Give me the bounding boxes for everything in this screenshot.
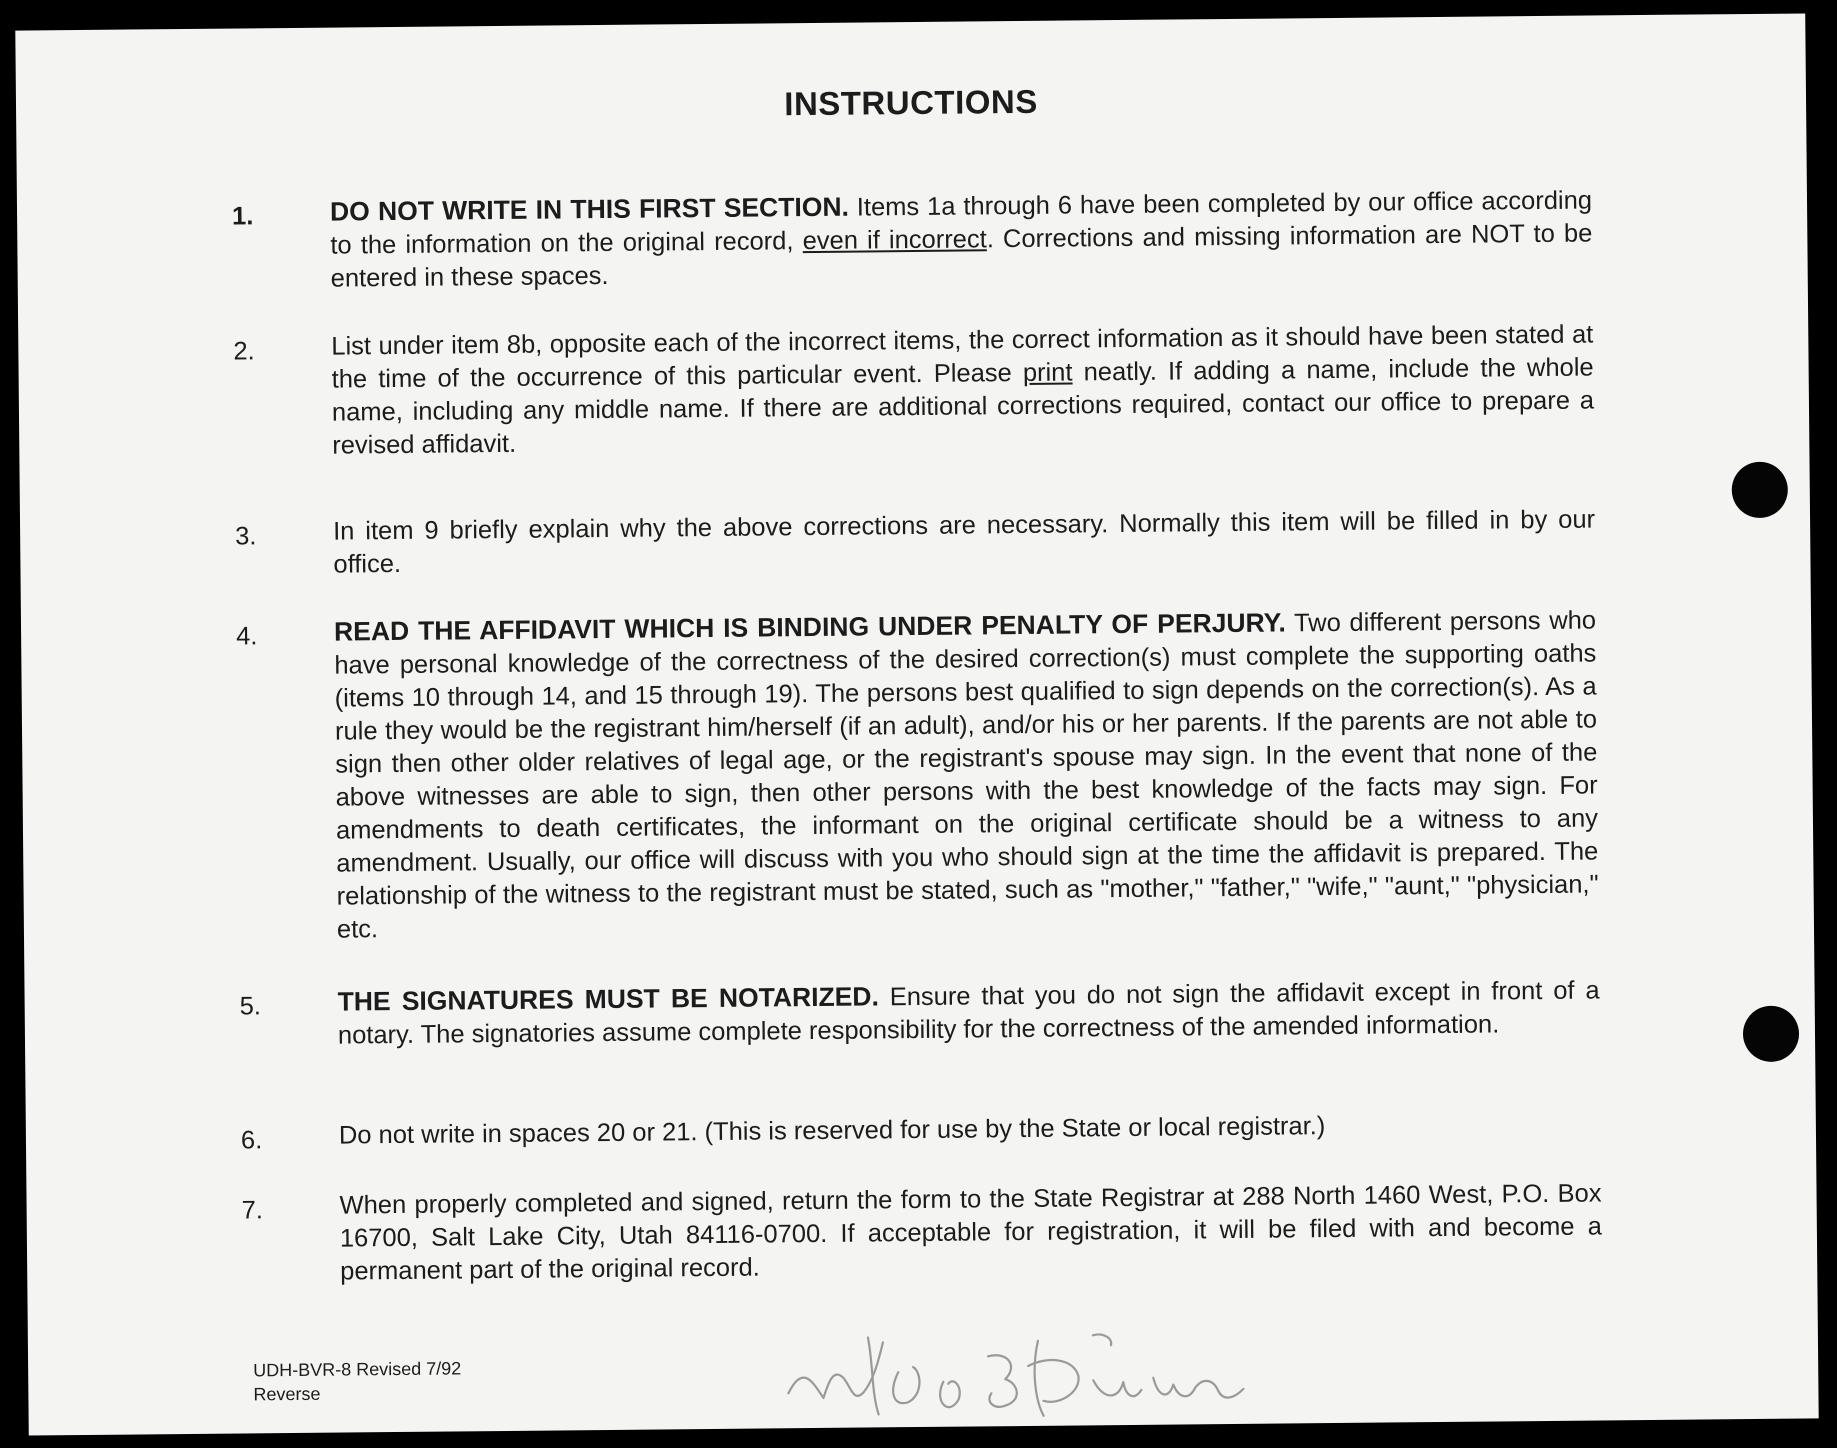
form-footer <box>253 1356 462 1406</box>
instruction-text <box>337 973 1600 1052</box>
instruction-body: Items 1a through 6 have been completed by our office according to the information on the original record, <box>330 186 1593 260</box>
instruction-text <box>334 603 1599 946</box>
instruction-item-5 <box>239 973 1600 1053</box>
instruction-text <box>331 318 1594 462</box>
instruction-text: Do not write in spaces 20 or 21. (This is reserved for use by the State or local registrar.) <box>338 1112 1326 1150</box>
page-side: Reverse <box>253 1383 321 1405</box>
instruction-number: 1. <box>231 202 254 231</box>
instruction-item-6 <box>241 1107 1601 1157</box>
form-id: UDH-BVR-8 Revised 7/92 <box>253 1358 462 1381</box>
instruction-item-4 <box>236 603 1599 947</box>
instruction-number: 4. <box>235 622 258 651</box>
handwritten-signature <box>773 1319 1274 1434</box>
binder-hole-bottom <box>1743 1006 1800 1063</box>
instruction-lead: READ THE AFFIDAVIT WHICH IS BINDING UNDER PENALTY OF PERJURY. <box>333 607 1286 647</box>
page-title: INSTRUCTIONS <box>784 82 1038 123</box>
underlined-text: even if incorrect <box>802 225 987 256</box>
instruction-lead: THE SIGNATURES MUST BE NOTARIZED. <box>337 981 880 1017</box>
instruction-text: In item 9 briefly explain why the above corrections are necessary. Normally this item will be filled in by our office. <box>332 505 1596 579</box>
instruction-body: Two different persons who have personal knowledge of the correctness of the desired correction(s) must complete the supporting oaths (items 10 through 14, and 15 through 19). The persons best qualified to sign depends on the correction(s). As a rule they would be the registrant him/herself (if an adult), and/or his or her parents. If the parents are not able to sign then other older relatives of legal age, or the registrant's spouse may sign. In the event that none of the above witnesses are able to sign, then other persons with the best knowledge of the facts may sign. For amendments to death certificates, the informant on the original certificate should be a witness to any amendment. Usually, our office will discuss with you who should sign at the time the affidavit is prepared. The relationship of the witness to the registrant must be stated, such as "mother," "father," "wife," "aunt," "physician," etc. <box>334 606 1599 944</box>
instruction-item-3 <box>235 503 1596 582</box>
instruction-lead: DO NOT WRITE IN THIS FIRST SECTION. <box>329 191 850 227</box>
instruction-body-end: . Corrections and missing information are NOT to be entered in these spaces. <box>330 219 1593 293</box>
instruction-number: 2. <box>233 337 255 366</box>
instruction-body-end: neatly. If adding a name, include the whole name, including any middle name. If there are additional corrections required, contact our office to prepare a revised affidavit. <box>331 353 1595 460</box>
instruction-text: When properly completed and signed, return the form to the State Registrar at 288 North 1460 West, P.O. Box 16700, Salt Lake City, Utah 84116-0700. If acceptable for registration, it will be filed with and become a permanent part of the original record. <box>339 1179 1602 1286</box>
instruction-number: 6. <box>240 1126 263 1155</box>
binder-hole-top <box>1732 462 1789 519</box>
instruction-body: Ensure that you do not sign the affidavit except in front of a notary. The signatories assume complete responsibility for the correctness of the amended information. <box>337 976 1600 1050</box>
instruction-item-7 <box>241 1177 1602 1289</box>
instruction-number: 3. <box>235 522 257 551</box>
underlined-text: print <box>1022 358 1073 387</box>
instruction-number: 5. <box>239 992 262 1021</box>
instruction-item-1 <box>232 183 1593 296</box>
instruction-text <box>330 183 1593 295</box>
document-page <box>15 13 1818 1435</box>
instruction-number: 7. <box>241 1196 264 1225</box>
instruction-body: List under item 8b, opposite each of the incorrect items, the correct information as it should have been stated at the time of the occurrence of this particular event. Please <box>331 320 1594 394</box>
instruction-item-2 <box>233 318 1594 463</box>
